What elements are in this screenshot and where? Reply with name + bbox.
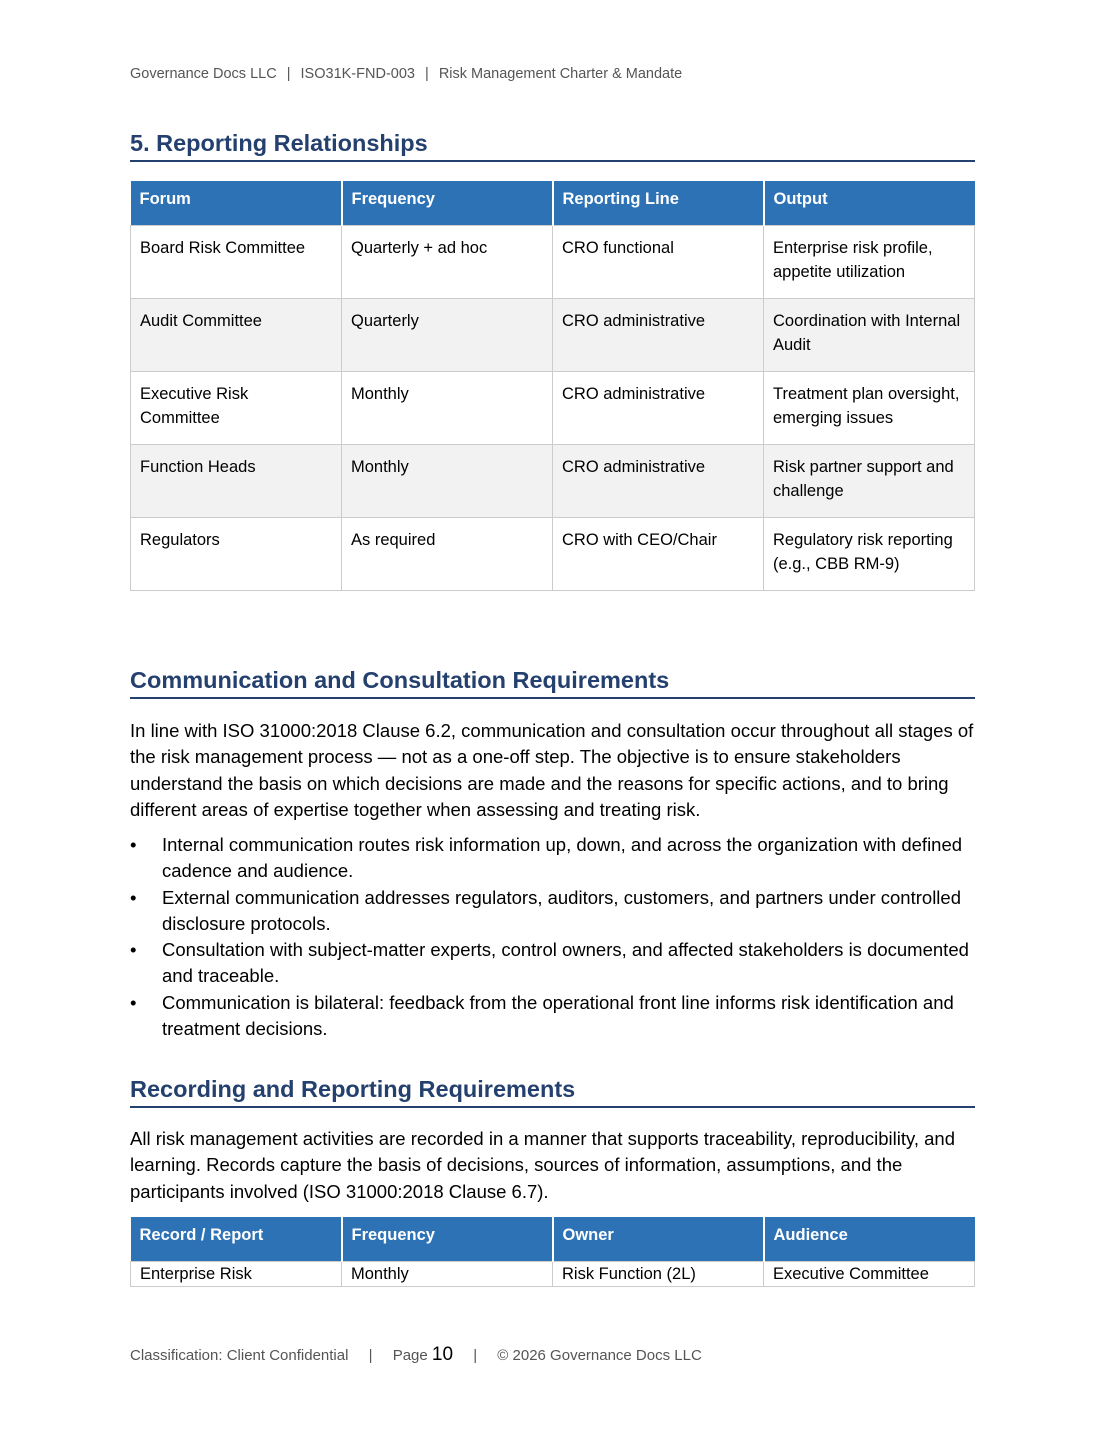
- table-cell: Monthly: [342, 372, 553, 445]
- header-separator: |: [286, 66, 291, 82]
- running-header: [130, 66, 682, 82]
- bullet-icon: •: [130, 991, 137, 1013]
- communication-paragraph: In line with ISO 31000:2018 Clause 6.2, communication and consultation occur throughout all stages of the risk management process — not as a one-off step. The objective is to ensure stakeholders understand the basis on which decisions are made and the reasons for specific actions, and to bring different areas of expertise together when assessing and treating risk.: [130, 720, 974, 820]
- table-header-row: [131, 181, 975, 226]
- footer-copyright: © 2026 Governance Docs LLC: [497, 1347, 702, 1364]
- bullet-icon: •: [130, 834, 137, 855]
- table-cell: Coordination with Internal Audit: [764, 299, 975, 372]
- bullet-icon: •: [130, 886, 137, 908]
- table-row: [131, 1262, 975, 1287]
- table-row: [131, 518, 975, 591]
- table-cell: Audit Committee: [131, 299, 342, 372]
- reporting-relationships-table: [130, 181, 975, 591]
- column-header-forum: Forum: [131, 181, 342, 226]
- table-cell: CRO administrative: [553, 372, 764, 445]
- header-company: Governance Docs LLC: [130, 66, 277, 82]
- header-doc-id: ISO31K-FND-003: [300, 66, 415, 82]
- table-cell: CRO functional: [553, 226, 764, 299]
- list-item: [130, 885, 975, 938]
- list-item-text: Consultation with subject-matter experts, control owners, and affected stakeholders is documented and traceable.: [162, 939, 969, 987]
- column-header-output: Output: [764, 181, 975, 226]
- table-row: [131, 445, 975, 518]
- table-header-row: [131, 1217, 975, 1262]
- recording-paragraph: All risk management activities are recorded in a manner that supports traceability, reproducibility, and learning. Records capture the basis of decisions, sources of information, assumptions, and the participants involved (ISO 31000:2018 Clause 6.7).: [130, 1128, 956, 1202]
- section-heading-recording: Recording and Reporting Requirements: [130, 1075, 975, 1108]
- table-cell: Regulators: [131, 518, 342, 591]
- footer-separator: |: [368, 1347, 373, 1364]
- page-footer: [130, 1344, 702, 1366]
- footer-page-label: Page: [392, 1347, 428, 1364]
- table-cell: As required: [342, 518, 553, 591]
- list-item: [130, 832, 975, 885]
- list-item: [130, 990, 975, 1043]
- table-cell: CRO administrative: [553, 299, 764, 372]
- table-cell: Regulatory risk reporting (e.g., CBB RM-9): [764, 518, 975, 591]
- list-item: [130, 937, 975, 990]
- table-cell: Executive Committee: [764, 1262, 975, 1287]
- table-cell: Risk partner support and challenge: [764, 445, 975, 518]
- table-row: [131, 372, 975, 445]
- communication-bullet-list: [130, 832, 975, 1042]
- table-row: [131, 299, 975, 372]
- bullet-icon: •: [130, 939, 137, 961]
- table-cell: Treatment plan oversight, emerging issues: [764, 372, 975, 445]
- table-cell: Board Risk Committee: [131, 226, 342, 299]
- table-cell: Function Heads: [131, 445, 342, 518]
- column-header-frequency: Frequency: [342, 181, 553, 226]
- header-doc-title: Risk Management Charter & Mandate: [438, 66, 683, 82]
- footer-classification: Classification: Client Confidential: [130, 1347, 349, 1364]
- column-header-record-report: Record / Report: [131, 1217, 342, 1262]
- table-cell: Enterprise Risk: [131, 1262, 342, 1287]
- table-cell: Quarterly: [342, 299, 553, 372]
- header-separator: |: [425, 66, 429, 82]
- recording-table: [130, 1217, 975, 1287]
- section-heading-communication: Communication and Consultation Requirements: [130, 666, 975, 699]
- list-item-text: Communication is bilateral: feedback from the operational front line informs risk identification and treatment decisions.: [162, 991, 954, 1040]
- table-cell: CRO administrative: [553, 445, 764, 518]
- column-header-audience: Audience: [764, 1217, 975, 1262]
- table-cell: Enterprise risk profile, appetite utilization: [764, 226, 975, 299]
- table-cell: Quarterly + ad hoc: [342, 226, 553, 299]
- column-header-owner: Owner: [553, 1217, 764, 1262]
- column-header-reporting-line: Reporting Line: [553, 181, 764, 226]
- table-cell: Executive Risk Committee: [131, 372, 342, 445]
- table-row: [131, 226, 975, 299]
- table-cell: CRO with CEO/Chair: [553, 518, 764, 591]
- table-cell: Monthly: [342, 1262, 553, 1287]
- table-cell: Monthly: [342, 445, 553, 518]
- table-cell: Risk Function (2L): [553, 1262, 764, 1287]
- section-heading-reporting-relationships: 5. Reporting Relationships: [130, 129, 975, 162]
- list-item-text: Internal communication routes risk information up, down, and across the organization with defined cadence and audience.: [162, 834, 963, 882]
- column-header-frequency: Frequency: [342, 1217, 553, 1262]
- footer-separator: |: [473, 1347, 478, 1364]
- footer-page-number: 10: [431, 1344, 454, 1365]
- list-item-text: External communication addresses regulators, auditors, customers, and partners under controlled disclosure protocols.: [162, 886, 961, 934]
